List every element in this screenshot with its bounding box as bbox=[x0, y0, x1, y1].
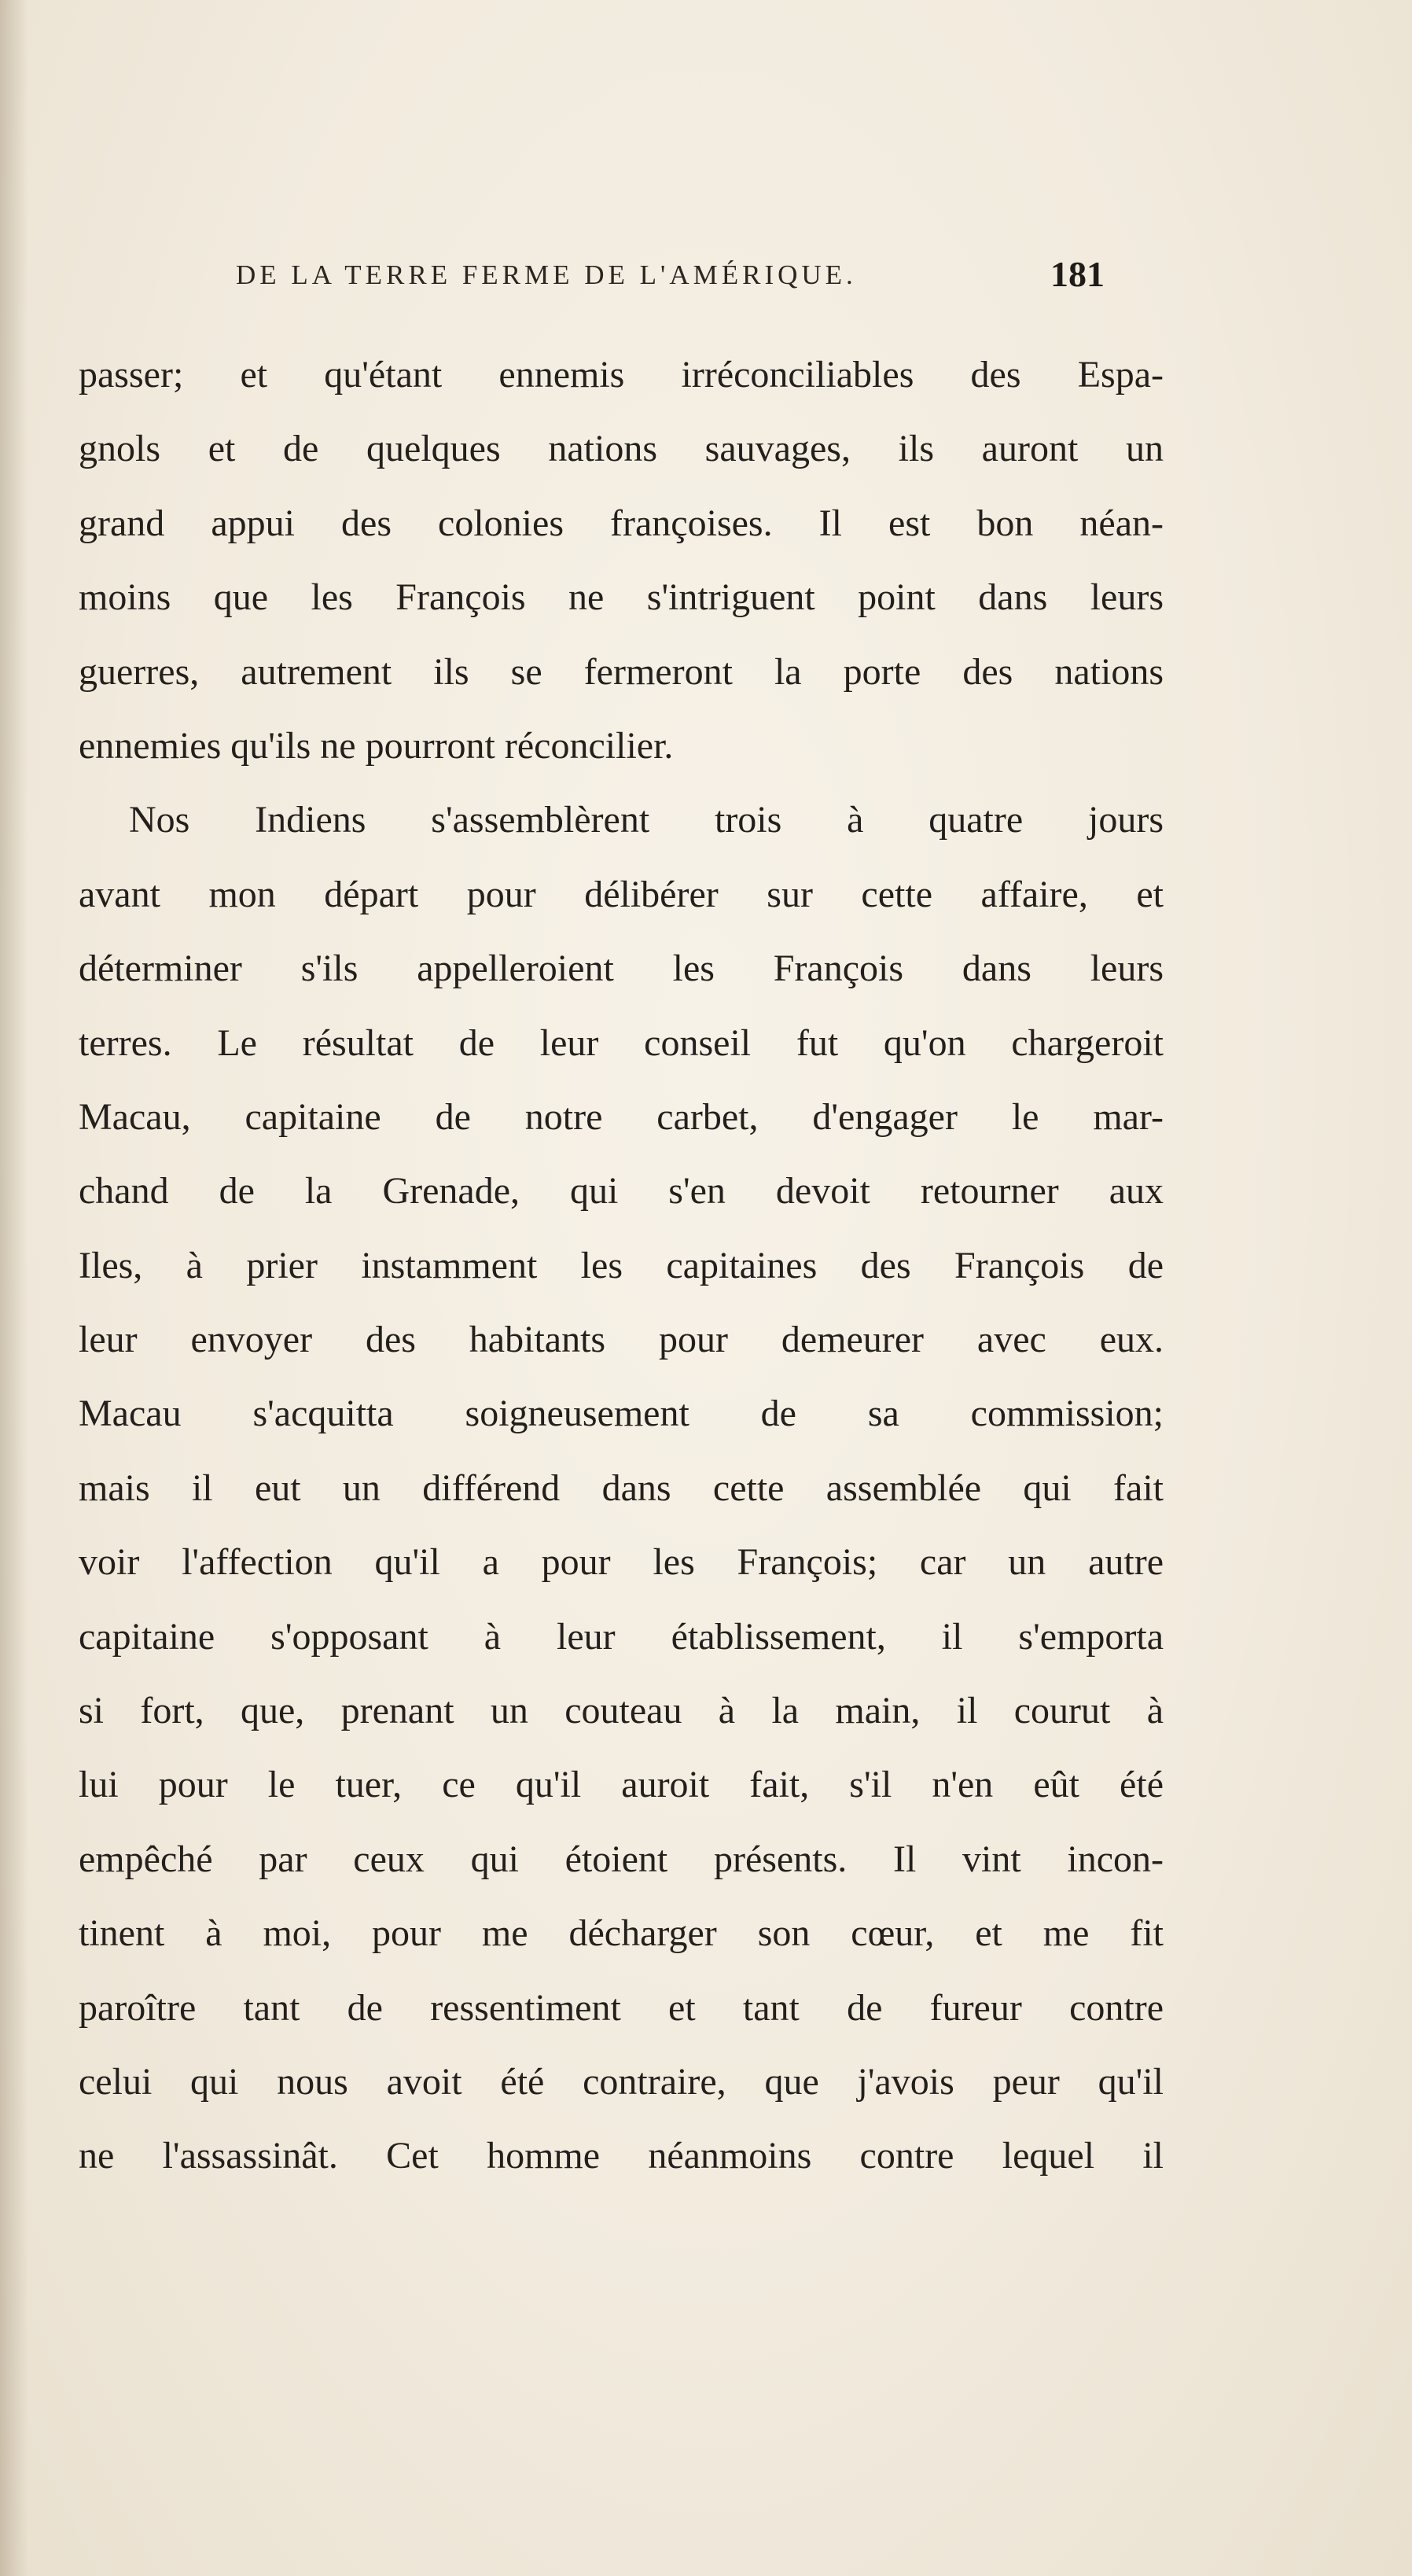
text-line: déterminer s'ils appelleroient les François dans leurs bbox=[79, 948, 1164, 990]
text-line: ne l'assassinât. Cet homme néanmoins contre lequel il bbox=[79, 2135, 1164, 2177]
text-line: voir l'affection qu'il a pour les François; car un autre bbox=[79, 1541, 1164, 1584]
text-line-paragraph-start: Nos Indiens s'assemblèrent trois à quatre jours bbox=[129, 799, 1164, 841]
text-line: Macau, capitaine de notre carbet, d'engager le mar- bbox=[79, 1095, 1164, 1138]
text-line: si fort, que, prenant un couteau à la main, il courut à bbox=[79, 1690, 1164, 1732]
text-line: mais il eut un différend dans cette assemblée qui fait bbox=[79, 1466, 1164, 1509]
text-line: Iles, à prier instamment les capitaines des François de bbox=[79, 1244, 1164, 1286]
text-line: guerres, autrement ils se fermeront la porte des nations bbox=[79, 650, 1164, 693]
text-line: terres. Le résultat de leur conseil fut qu'on chargeroit bbox=[79, 1021, 1164, 1064]
text-line: tinent à moi, pour me décharger son cœur, et me fit bbox=[79, 1912, 1164, 1955]
text-line-paragraph-end: ennemies qu'ils ne pourront réconcilier. bbox=[79, 724, 674, 767]
running-head: DE LA TERRE FERME DE L'AMÉRIQUE. bbox=[236, 259, 857, 290]
text-line: passer; et qu'étant ennemis irréconciliables des Espa- bbox=[79, 354, 1164, 396]
text-line: grand appui des colonies françoises. Il est bon néan- bbox=[79, 502, 1164, 544]
text-line: capitaine s'opposant à leur établissement, il s'emporta bbox=[79, 1615, 1164, 1658]
body-text bbox=[79, 338, 1164, 2194]
text-line: Macau s'acquitta soigneusement de sa commission; bbox=[79, 1393, 1164, 1435]
text-line: celui qui nous avoit été contraire, que j'avois peur qu'il bbox=[79, 2060, 1164, 2103]
text-line: lui pour le tuer, ce qu'il auroit fait, s'il n'en eût été bbox=[79, 1764, 1164, 1806]
text-line: paroître tant de ressentiment et tant de fureur contre bbox=[79, 1986, 1164, 2029]
text-line: moins que les François ne s'intriguent point dans leurs bbox=[79, 576, 1164, 619]
text-line: leur envoyer des habitants pour demeurer avec eux. bbox=[79, 1319, 1164, 1361]
page-edge-shadow bbox=[0, 0, 28, 2576]
text-line: empêché par ceux qui étoient présents. Il vint incon- bbox=[79, 1838, 1164, 1880]
text-line: avant mon départ pour délibérer sur cette affaire, et bbox=[79, 873, 1164, 915]
page-number: 181 bbox=[1050, 254, 1105, 294]
text-line: gnols et de quelques nations sauvages, ils auront un bbox=[79, 428, 1164, 470]
text-line: chand de la Grenade, qui s'en devoit retourner aux bbox=[79, 1170, 1164, 1213]
